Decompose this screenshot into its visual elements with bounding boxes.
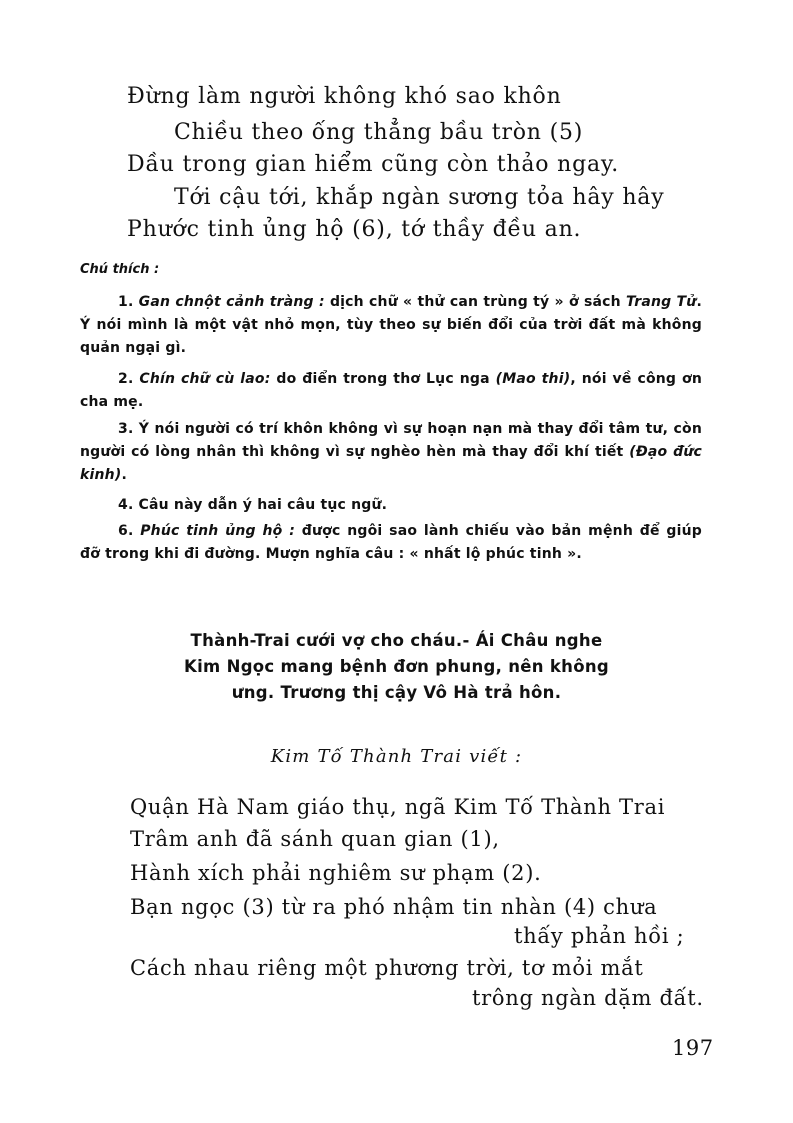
chapter-title-line: ưng. Trương thị cậy Vô Hà trả hôn.	[231, 683, 562, 702]
footnote-source: (Mao thi)	[495, 371, 571, 387]
verse-line: Dầu trong gian hiểm cũng còn thảo ngay.	[127, 152, 620, 177]
footnote-item	[80, 291, 702, 360]
chapter-title	[120, 628, 673, 706]
footnote-number: 2.	[118, 371, 134, 387]
footnote-item	[80, 494, 702, 517]
letter-line: Quận Hà Nam giáo thụ, ngã Kim Tố Thành Trai	[130, 795, 666, 819]
letter-heading: Kim Tố Thành Trai viết :	[270, 746, 523, 767]
footnote-number: 3.	[118, 421, 134, 437]
footnote-source: Trang Tử	[626, 294, 697, 310]
footnote-text: được ngôi sao lành chiếu vào bản mệnh để giúp đỡ trong khi đi đường. Mượn nghĩa câu : « nhất lộ phúc tinh ».	[80, 523, 703, 562]
letter-line-continued: trông ngàn dặm đất.	[472, 986, 704, 1010]
footnote-text: .	[121, 467, 127, 483]
verse-line: Chiều theo ống thẳng bầu tròn (5)	[174, 120, 584, 145]
footnote-text: dịch chữ « thử can trùng tý » ở sách	[324, 294, 627, 310]
footnote-text: , nói về công ơn cha mẹ.	[80, 371, 703, 410]
footnote-source: (Đạo đức kinh)	[80, 444, 702, 483]
page-number: 197	[672, 1036, 714, 1060]
footnote-number: 1.	[118, 294, 134, 310]
letter-line: Hành xích phải nghiêm sư phạm (2).	[130, 861, 542, 885]
chapter-title-line: Thành-Trai cưới vợ cho cháu.- Ái Châu nghe	[190, 631, 603, 650]
verse-line: Đừng làm người không khó sao khôn	[127, 84, 562, 109]
footnote-text: . Ý nói mình là một vật nhỏ mọn, tùy theo sự biến đổi của trời đất mà không quản ngại gì.	[80, 294, 703, 356]
chapter-title-line: Kim Ngọc mang bệnh đơn phung, nên không	[184, 657, 609, 676]
verse-line: Tới cậu tới, khắp ngàn sương tỏa hây hây	[174, 185, 665, 210]
verse-line: Phước tinh ủng hộ (6), tớ thầy đều an.	[127, 217, 582, 242]
footnote-term: Phúc tinh ủng hộ :	[140, 523, 296, 539]
footnote-text: do điển trong thơ Lục nga	[270, 371, 496, 387]
footnote-item	[80, 520, 702, 566]
footnote-number: 4.	[118, 497, 134, 513]
letter-line: Bạn ngọc (3) từ ra phó nhậm tin nhàn (4) chưa	[130, 895, 658, 919]
footnotes-heading: Chú thích :	[80, 262, 160, 277]
footnote-number: 6.	[118, 523, 134, 539]
footnote-term: Gan chnột cảnh tràng :	[138, 294, 325, 310]
footnote-text: Câu này dẫn ý hai câu tục ngữ.	[133, 497, 388, 513]
footnote-item	[80, 418, 702, 487]
letter-line-continued: thấy phản hồi ;	[514, 924, 685, 948]
letter-line: Cách nhau riêng một phương trời, tơ mỏi mắt	[130, 956, 644, 980]
footnote-term: Chín chữ cù lao:	[139, 371, 271, 387]
letter-line: Trâm anh đã sánh quan gian (1),	[130, 827, 500, 851]
footnote-text: Ý nói người có trí khôn không vì sự hoạn nạn mà thay đổi tâm tư, còn người có lòng nhân thì không vì sự nghèo hèn mà thay đổi khí tiết	[80, 421, 702, 460]
footnote-item	[80, 368, 702, 414]
